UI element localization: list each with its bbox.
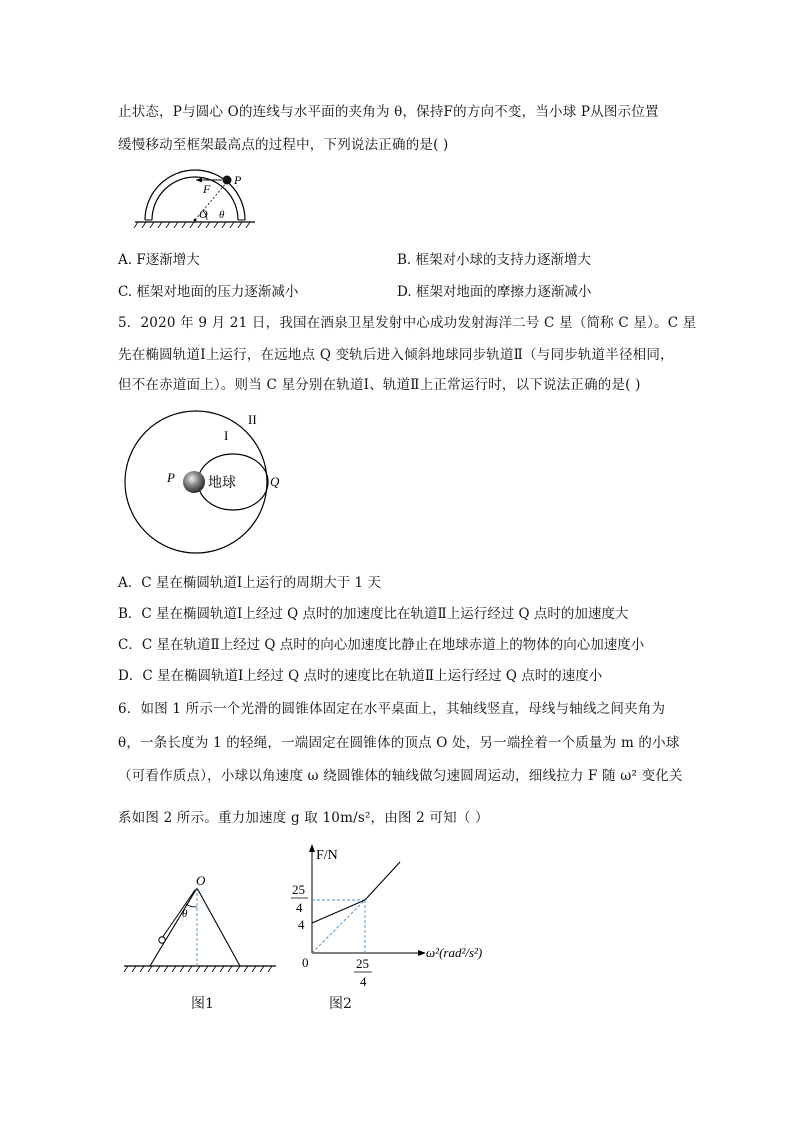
q6-fig2-y-axis-label: F/N [316,848,338,863]
q4-frame-figure [130,162,260,237]
q5-option-d: D．C 星在椭圆轨道Ⅰ上经过 Q 点时的速度比在轨道Ⅱ上运行经过 Q 点时的速度小 [118,668,603,684]
q5-label-p: P [167,470,175,485]
q6-line-3: （可看作质点），小球以角速度 ω 绕圆锥体的轴线做匀速圆周运动，细线拉力 F 随 ω² 变化关 [118,768,683,784]
q4-label-f: F [203,182,211,196]
q6-fig1-label-theta: θ [182,908,188,920]
q5-line-1: 5．2020 年 9 月 21 日，我国在酒泉卫星发射中心成功发射海洋二号 C 星（简称 C 星）。C 星 [118,315,697,331]
q5-option-a: A．C 星在椭圆轨道Ⅰ上运行的周期大于 1 天 [118,575,381,591]
q6-fig2-y-tick-4: 4 [298,917,305,932]
q6-graph-figure [280,840,510,990]
q5-label-earth: 地球 [208,475,236,491]
q6-fig2-y-tick-den: 4 [296,900,303,915]
q5-line-2: 先在椭圆轨道Ⅰ上运行，在远地点 Q 变轨后进入倾斜地球同步轨道Ⅱ（与同步轨道半径相同， [118,347,674,363]
q6-line-4: 系如图 2 所示。重力加速度 g 取 10m/s²，由图 2 可知（ ） [118,810,489,826]
q6-fig1-caption: 图1 [191,996,214,1012]
q4-line-2: 缓慢移动至框架最高点的过程中，下列说法正确的是( ) [118,137,449,153]
q6-fig2-x-tick-den: 4 [360,974,367,989]
q6-fig2-origin: 0 [302,955,309,970]
q4-line-1: 止状态，P与圆心 O的连线与水平面的夹角为 θ，保持F的方向不变，当小球 P从图示位置 [118,104,659,120]
q4-label-p: P [234,173,242,187]
q6-fig1-label-o: O [196,873,206,888]
q5-label-orbit2: II [248,412,257,427]
q4-option-d: D. 框架对地面的摩擦力逐渐减小 [397,284,592,300]
q6-fig2-x-axis-label: ω²(rad²/s²) [426,945,483,960]
q4-option-c: C. 框架对地面的压力逐渐减小 [118,284,299,300]
q6-fig2-y-tick-num: 25 [292,882,305,897]
q4-option-b: B. 框架对小球的支持力逐渐增大 [397,252,592,268]
q5-option-c: C．C 星在轨道Ⅱ上经过 Q 点时的向心加速度比静止在地球赤道上的物体的向心加速度小 [118,637,645,653]
q5-line-3: 但不在赤道面上）。则当 C 星分别在轨道Ⅰ、轨道Ⅱ上正常运行时，以下说法正确的是( ) [118,377,641,393]
q5-orbit-figure [120,402,290,562]
q5-option-b: B．C 星在椭圆轨道Ⅰ上经过 Q 点时的加速度比在轨道Ⅱ上运行经过 Q 点时的加速度大 [118,606,629,622]
q4-label-o: O [199,207,208,221]
q5-label-orbit1: I [224,428,229,443]
q6-cone-figure [120,870,280,980]
q6-fig2-caption: 图2 [329,996,352,1012]
q6-line-2: θ，一条长度为 1 的轻绳，一端固定在圆锥体的顶点 O 处，另一端拴着一个质量为 m 的小球 [118,735,680,751]
q6-line-1: 6．如图 1 所示一个光滑的圆锥体固定在水平桌面上，其轴线竖直，母线与轴线之间夹角为 [118,701,666,717]
q4-option-a: A. F逐渐增大 [118,252,200,268]
q6-fig2-x-tick-num: 25 [356,956,369,971]
q5-label-q: Q [270,474,280,489]
q4-label-theta: θ [219,209,225,221]
